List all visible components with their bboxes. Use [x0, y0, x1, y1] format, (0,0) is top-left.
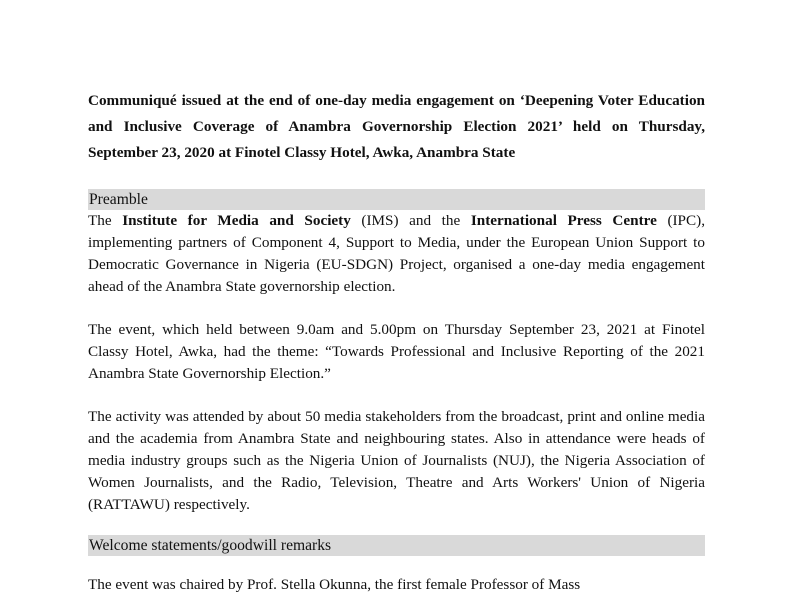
preamble-paragraph-1 — [88, 210, 705, 298]
ims-name: Institute for Media and Society — [122, 212, 351, 229]
preamble-heading: Preamble — [88, 189, 705, 210]
welcome-heading: Welcome statements/goodwill remarks — [88, 535, 705, 556]
preamble-paragraph-2: The event, which held between 9.0am and 5.00pm on Thursday September 23, 2021 at Finotel Classy Hotel, Awka, had the theme: “Towards Professional and Inclusive Reporting of the 2021 Anambra State Governorship Election.” — [88, 321, 705, 382]
ipc-name: International Press Centre — [470, 212, 657, 229]
document-page — [88, 88, 705, 596]
welcome-paragraph-1: The event was chaired by Prof. Stella Okunna, the first female Professor of Mass — [88, 576, 581, 593]
preamble-p1-text-3: (IPC), implementing partners of Component 4, Support to Media, under the European Union Support to Democratic Governance in Nigeria (EU-SDGN) Project, organised a one-day media engagement ahead of the Anambra State governorship election. — [88, 212, 705, 295]
communique-title: Communiqué issued at the end of one-day media engagement on ‘Deepening Voter Education and Inclusive Coverage of Anambra Governorship Election 2021’ held on Thursday, September 23, 2020 at Finotel Classy Hotel, Awka, Anambra State — [88, 92, 705, 161]
preamble-p1-text-2: (IMS) and the — [350, 212, 471, 229]
preamble-p1-text-1: The — [88, 212, 123, 229]
preamble-paragraph-3: The activity was attended by about 50 media stakeholders from the broadcast, print and online media and the academia from Anambra State and neighbouring states. Also in attendance were heads of media industry groups such as the Nigeria Union of Journalists (NUJ), the Nigeria Association of Women Journalists, and the Radio, Television, Theatre and Arts Workers' Union of Nigeria (RATTAWU) respectively. — [88, 408, 705, 513]
